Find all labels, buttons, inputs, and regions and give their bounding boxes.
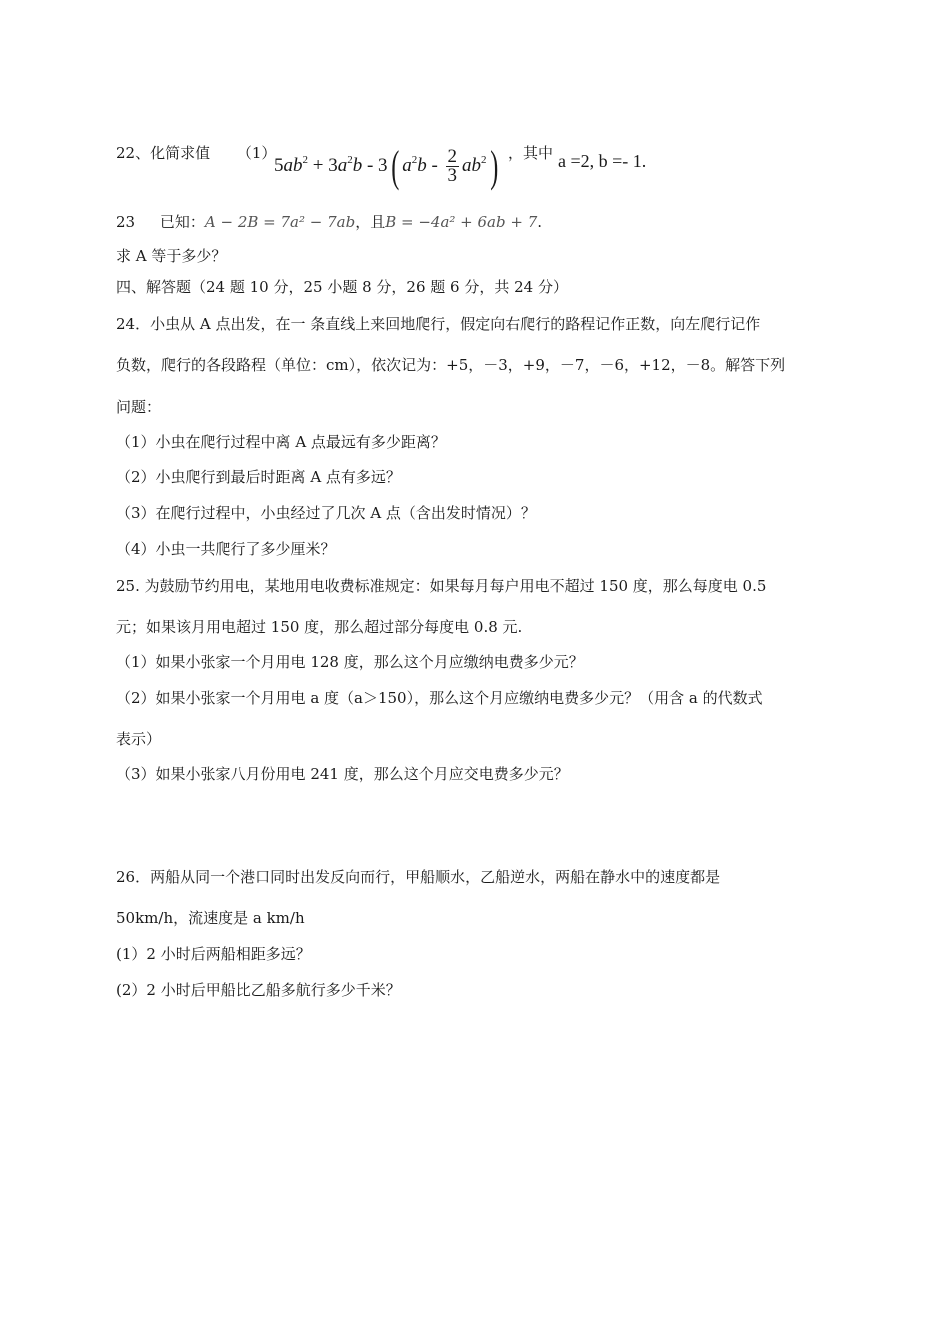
q23-label: 23 xyxy=(116,213,136,231)
q23-eq2: B = −4a² + 6ab + 7 xyxy=(385,213,538,231)
q22-line xyxy=(116,143,276,163)
q24-part2: （2）小虫爬行到最后时距离 A 点有多远？ xyxy=(116,468,401,486)
q25-line2: 元；如果该月用电超过 150 度，那么超过部分每度电 0.8 元. xyxy=(116,618,523,636)
q24-part3: （3）在爬行过程中，小虫经过了几次 A 点（含出发时情况）？ xyxy=(116,504,536,522)
q22-condition: a =2, b =- 1. xyxy=(558,151,647,171)
q22-expression: $5ab^2 + 3a^2b - 3$( $a^2b$ - $\frac{2}{3}$ $ab^2$) xyxy=(274,141,498,191)
q25-part2: （2）如果小张家一个月用电 a 度（a＞150），那么这个月应缴纳电费多少元？（用含 a 的代数式 xyxy=(116,689,763,707)
q23-line: 23 已知：A − 2B = 7a² − 7ab，且B = −4a² + 6ab + 7. xyxy=(116,213,543,231)
q25-part3: （3）如果小张家八月份用电 241 度，那么这个月应交电费多少元？ xyxy=(116,765,569,783)
q23-ask: 求 A 等于多少？ xyxy=(116,247,227,265)
q24-line3: 问题： xyxy=(116,398,162,416)
section-heading: 四、解答题（24 题 10 分，25 小题 8 分，26 题 6 分，共 24 分） xyxy=(116,278,568,296)
q23-known: 已知： xyxy=(159,213,205,231)
q22-part: （1） xyxy=(236,144,277,162)
q26-line2: 50km/h，流速度是 a km/h xyxy=(116,909,305,927)
q25-part2-cont: 表示） xyxy=(116,730,162,748)
q25-part1: （1）如果小张家一个月用电 128 度，那么这个月应缴纳电费多少元？ xyxy=(116,653,584,671)
q26-line1: 26．两船从同一个港口同时出发反向而行，甲船顺水，乙船逆水，两船在静水中的速度都是 xyxy=(116,868,721,886)
q22-label: 22、化简求值 xyxy=(116,144,211,162)
q24-part4: （4）小虫一共爬行了多少厘米？ xyxy=(116,540,336,558)
q24-line2: 负数，爬行的各段路程（单位：cm），依次记为：+5，－3，+9，－7，－6，+12，－8。解答下列 xyxy=(116,356,786,374)
q24-line1: 24．小虫从 A 点出发，在一 条直线上来回地爬行，假定向右爬行的路程记作正数，向左爬行记作 xyxy=(116,315,761,333)
q23-eq1: A − 2B = 7a² − 7ab xyxy=(204,213,356,231)
q26-part2: (2）2 小时后甲船比乙船多航行多少千米？ xyxy=(116,981,401,999)
q24-part1: （1）小虫在爬行过程中离 A 点最远有多少距离？ xyxy=(116,433,446,451)
q26-part1: (1）2 小时后两船相距多远？ xyxy=(116,945,311,963)
q25-line1: 25. 为鼓励节约用电，某地用电收费标准规定：如果每月每户用电不超过 150 度，那么每度电 0.5 xyxy=(116,577,767,595)
q22-where: ，其中 xyxy=(508,144,554,162)
fraction: $\frac{2}{3}$ xyxy=(447,146,458,187)
q23-and: ，且 xyxy=(355,213,386,231)
